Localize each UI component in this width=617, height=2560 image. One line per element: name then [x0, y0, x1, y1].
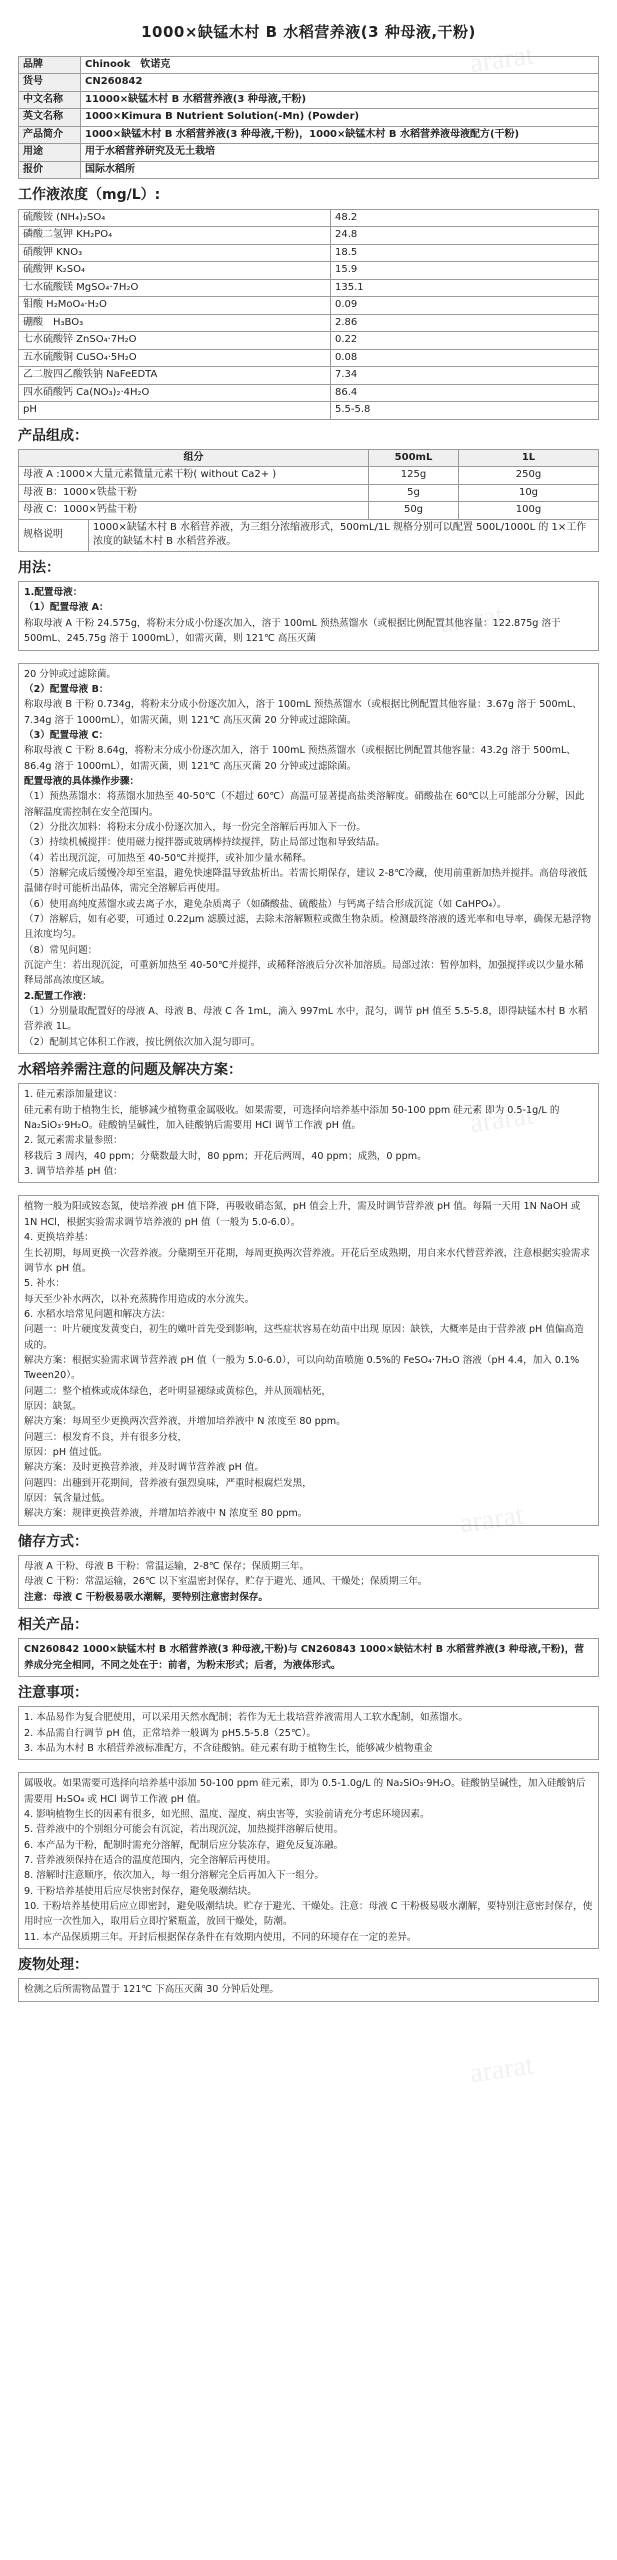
conc-value: 0.08 [331, 349, 599, 367]
issues2-paragraph: 每天至少补水两次，以补充蒸腾作用造成的水分流失。 [24, 1293, 255, 1305]
notes1-paragraph: 3. 本品为木村 B 水稻营养液标准配方，不含硅酸钠。硅元素有助于植物生长，能够减少植物重金 [24, 1742, 433, 1754]
notes2-paragraph: 9. 干粉培养基使用后应尽快密封保存，避免吸潮结块。 [24, 1885, 257, 1897]
storage-box [18, 1555, 599, 1609]
comp-1l: 10g [459, 484, 599, 502]
conc-value: 18.5 [331, 244, 599, 262]
comp-row [19, 467, 599, 485]
comp-1l: 100g [459, 502, 599, 520]
conc-name: 磷酸二氢钾 KH₂PO₄ [19, 227, 331, 245]
notes2-paragraph: 8. 溶解时注意顺序，依次加入，每一组分溶解完全后再加入下一组分。 [24, 1870, 325, 1882]
usage2-paragraph: （3）配置母液 C： [24, 729, 109, 741]
usage1-paragraph: （1）配置母液 A： [24, 602, 109, 614]
usage-box-2 [18, 663, 599, 1055]
conc-value: 0.22 [331, 332, 599, 350]
watermark-text: ararat [468, 39, 536, 80]
conc-row [19, 209, 599, 227]
issues2-paragraph: 问题一：叶片硬度发黄变白，初生的嫩叶首先受到影响，这些症状容易在幼苗中出现 原因：缺铁，大概率是由于营养液 pH 值偏高造成的。 [24, 1324, 584, 1351]
issues2-paragraph: 6. 水稻水培常见问题和解决方法： [24, 1308, 171, 1320]
issues2-paragraph: 问题三：根发育不良，并有很多分枝， [24, 1431, 188, 1443]
issues2-paragraph: 原因：缺氮。 [24, 1400, 82, 1412]
usage1-paragraph: 称取母液 A 干粉 24.575g，将粉末分成小份逐次加入，溶于 100mL 预热蒸馏水（或根据比例配置其他容量：122.875g 溶于 500mL、245.75g 溶于 1000mL），如需灭菌，则 121℃ 高压灭菌 [24, 617, 561, 645]
conc-name: pH [19, 402, 331, 420]
conc-name: 硼酸 H₃BO₃ [19, 314, 331, 332]
comp-500ml: 125g [369, 467, 459, 485]
issues2-paragraph: 解决方案：根据实验需求调节营养液 pH 值（一般为 5.0-6.0），可以向幼苗喷施 0.5%的 FeSO₄·7H₂O 溶液（pH 4.4，加入 0.1% Tween20）。 [24, 1354, 580, 1382]
issues2-paragraph: 4. 更换培养基： [24, 1232, 94, 1244]
waste-text: 检测之后所需物品置于 121℃ 下高压灭菌 30 分钟后处理。 [24, 1984, 279, 1996]
issues1-paragraph: 2. 氮元素需求量参照： [24, 1135, 123, 1147]
usage2-paragraph: （4）若出现沉淀，可加热至 40-50℃并搅拌，或补加少量水稀释。 [24, 852, 312, 864]
usage2-paragraph: （1）预热蒸馏水：将蒸馏水加热至 40-50℃（不超过 60℃）高温可显著提高盐类溶解度。硝酸盐在 60℃以上可能部分分解，因此溶解温度需控制在安全范围内。 [24, 791, 585, 818]
info-row [19, 161, 599, 179]
issues2-paragraph: 生长初期，每周更换一次营养液。分蘖期至开花期，每周更换两次营养液。开花后至成熟期，用自来水代替营养液，注意根据实验需求调节水 pH 值。 [24, 1247, 591, 1274]
conc-value: 135.1 [331, 279, 599, 297]
comp-header-component: 组分 [19, 449, 369, 467]
related-box [18, 1638, 599, 1677]
waste-box [18, 1978, 599, 2001]
notes-box-1 [18, 1706, 599, 1760]
usage2-paragraph: （2）配置母液 B： [24, 683, 109, 695]
comp-name: 母液 A :1000×大量元素微量元素干粉( without Ca2+ ) [19, 467, 369, 485]
issues1-paragraph: 硅元素有助于植物生长，能够减少植物重金属吸收。如果需要，可选择向培养基中添加 50-100 ppm 硅元素 即为 0.5-1g/L 的 Na₂SiO₃·9H₂O。硅酸钠呈碱性，加入硅酸钠后需要用 HCl 调节工作液 pH 值。 [24, 1104, 560, 1132]
issues-heading: 水稻培养需注意的问题及解决方案： [18, 1062, 242, 1079]
usage-box-1 [18, 581, 599, 650]
usage2-paragraph: 沉淀产生：若出现沉淀，可重新加热至 40-50℃并搅拌，或稀释溶液后分次补加溶质。局部过浓：暂停加料，加强搅拌或以少量水稀释局部高浓度区域。 [24, 960, 584, 987]
info-value: Chinook 钦诺克 [81, 56, 599, 74]
usage2-paragraph: （8）常见问题： [24, 944, 98, 956]
issues2-paragraph: 原因：氧含量过低。 [24, 1493, 111, 1504]
issues2-paragraph: 原因：pH 值过低。 [24, 1446, 108, 1458]
comp-note-label: 规格说明 [19, 519, 89, 551]
storage-paragraph: 注意：母液 C 干粉极易吸水潮解，要特别注意密封保存。 [24, 1591, 268, 1603]
conc-name: 五水硫酸铜 CuSO₄·5H₂O [19, 349, 331, 367]
conc-value: 15.9 [331, 262, 599, 280]
comp-heading: 产品组成： [18, 427, 88, 444]
issues1-paragraph: 移栽后 3 周内，40 ppm；分蘖数最大时，80 ppm；开花后两周，40 ppm；成熟，0 ppm。 [24, 1150, 427, 1162]
storage-paragraph: 母液 A 干粉、母液 B 干粉：常温运输，2-8℃ 保存；保质期三年。 [24, 1560, 310, 1572]
notes2-paragraph: 11. 本产品保质期三年。开封后根据保存条件在有效期内使用，不同的环境存在一定的差异。 [24, 1931, 417, 1943]
usage1-paragraph: 1.配置母液： [24, 587, 83, 599]
issues-box-1 [18, 1083, 599, 1183]
notes-box-2 [18, 1772, 599, 1949]
page-title: 1000×缺锰木村 B 水稻营养液(3 种母液,干粉) [141, 23, 476, 41]
watermark-text: ararat [458, 1499, 526, 1540]
comp-500ml: 5g [369, 484, 459, 502]
issues2-paragraph: 问题二：整个植株或成体绿色，老叶明显褪绿或黄棕色，并从顶端枯死， [24, 1385, 331, 1397]
conc-row [19, 227, 599, 245]
conc-value: 5.5-5.8 [331, 402, 599, 420]
usage2-paragraph: 2.配置工作液： [24, 990, 92, 1002]
notes2-paragraph: 10. 干粉培养基使用后应立即密封，避免吸潮结块。贮存于避光、干燥处。注意：母液 C 干粉极易吸水潮解，要特别注意密封保存，使用时应一次性加入，取用后立即拧紧瓶盖，放回干燥处，防潮。 [24, 1901, 593, 1928]
comp-header-500ml: 500mL [369, 449, 459, 467]
info-value: 用于水稻营养研究及无土栽培 [81, 144, 599, 162]
issues2-paragraph: 解决方案：每周至少更换两次营养液，并增加培养液中 N 浓度至 80 ppm。 [24, 1416, 346, 1428]
related-text: CN260842 1000×缺锰木村 B 水稻营养液(3 种母液,干粉)与 CN260843 1000×缺钴木村 B 水稻营养液(3 种母液,干粉)，营养成分完全相同，不同之处在于：前者，为粉末形式；后者，为液体形式。 [24, 1644, 584, 1671]
conc-name: 硝酸钾 KNO₃ [19, 244, 331, 262]
usage2-paragraph: 20 分钟或过滤除菌。 [24, 668, 117, 680]
issues2-paragraph: 5. 补水： [24, 1278, 65, 1290]
info-row [19, 91, 599, 109]
waste-heading: 废物处理： [18, 1957, 88, 1974]
conc-name: 硫酸铵 (NH₄)₂SO₄ [19, 209, 331, 227]
usage2-paragraph: 配置母液的具体操作步骤： [24, 775, 140, 787]
usage2-paragraph: （2）分批次加料：将粉末分成小份逐次加入，每一份完全溶解后再加入下一份。 [24, 821, 366, 833]
usage2-paragraph: （5）溶解完成后缓慢冷却至室温，避免快速降温导致盐析出。若需长期保存，建议 2-8℃冷藏，使用前重新加热并搅拌。高倍母液低温储存时可能析出晶体，需完全溶解后再使用。 [24, 867, 588, 895]
conc-heading: 工作液浓度（mg/L）: [18, 187, 161, 204]
conc-name: 硫酸钾 K₂SO₄ [19, 262, 331, 280]
conc-name: 钼酸 H₂MoO₄·H₂O [19, 297, 331, 315]
conc-value: 7.34 [331, 367, 599, 385]
related-heading: 相关产品： [18, 1617, 88, 1634]
usage-heading: 用法： [18, 559, 60, 576]
concentration-table [18, 209, 599, 420]
issues2-paragraph: 植物一般为阳或铵态氮，使培养液 pH 值下降，再吸收硝态氮，pH 值会上升，需及时调节营养液 pH 值。每隔一天用 1N NaOH 或 1N HCl，根据实验需求调节培养液的 pH 值（一般为 5.0-6.0）。 [24, 1201, 581, 1228]
conc-name: 乙二胺四乙酸铁钠 NaFeEDTA [19, 367, 331, 385]
comp-name: 母液 C：1000×钙盐干粉 [19, 502, 369, 520]
watermark-text: ararat [438, 599, 506, 640]
conc-value: 24.8 [331, 227, 599, 245]
conc-row [19, 367, 599, 385]
notes2-paragraph: 4. 影响植物生长的因素有很多，如光照、温度、湿度、病虫害等，实验前请充分考虑环境因素。 [24, 1809, 430, 1821]
usage2-paragraph: （6）使用高纯度蒸馏水或去离子水，避免杂质离子（如磷酸盐、硫酸盐）与钙离子结合形成沉淀（如 CaHPO₄）。 [24, 898, 507, 910]
conc-row [19, 384, 599, 402]
comp-row [19, 484, 599, 502]
conc-row [19, 332, 599, 350]
info-label: 产品简介 [19, 126, 81, 144]
info-value: 国际水稻所 [81, 161, 599, 179]
info-row [19, 74, 599, 92]
comp-500ml: 50g [369, 502, 459, 520]
info-row [19, 109, 599, 127]
conc-row [19, 297, 599, 315]
conc-row [19, 349, 599, 367]
conc-value: 48.2 [331, 209, 599, 227]
usage2-paragraph: （2）配制其它体积工作液，按比例依次加入混匀即可。 [24, 1036, 261, 1048]
conc-row [19, 279, 599, 297]
usage2-paragraph: （3）持续机械搅拌：使用磁力搅拌器或玻璃棒持续搅拌，防止局部过饱和导致结晶。 [24, 837, 386, 849]
comp-row [19, 502, 599, 520]
comp-1l: 250g [459, 467, 599, 485]
comp-name: 母液 B：1000×铁盐干粉 [19, 484, 369, 502]
issues-box-2 [18, 1195, 599, 1525]
usage2-paragraph: （1）分别量取配置好的母液 A、母液 B、母液 C 各 1mL，滴入 997mL 水中，混匀，调节 pH 值至 5.5-5.8，即得缺锰木村 B 水稻营养液 1L。 [24, 1006, 588, 1033]
info-label: 英文名称 [19, 109, 81, 127]
conc-value: 86.4 [331, 384, 599, 402]
notes1-paragraph: 1. 本品易作为复合肥使用，可以采用天然水配制；若作为无土栽培营养液需用人工软水配制，如蒸馏水。 [24, 1712, 468, 1724]
conc-name: 四水硝酸钙 Ca(NO₃)₂·4H₂O [19, 384, 331, 402]
info-value: 1000×Kimura B Nutrient Solution(-Mn) (Powder) [81, 109, 599, 127]
watermark-text: ararat [468, 1099, 536, 1140]
info-row [19, 126, 599, 144]
info-row [19, 56, 599, 74]
usage2-paragraph: （7）溶解后，如有必要，可通过 0.22μm 滤膜过滤，去除未溶解颗粒或微生物杂质。检测最终溶液的透光率和电导率，确保无悬浮物且浓度均匀。 [24, 914, 592, 941]
composition-note-table [18, 519, 599, 552]
conc-row [19, 314, 599, 332]
info-value: CN260842 [81, 74, 599, 92]
issues2-paragraph: 解决方案：规律更换营养液，并增加培养液中 N 浓度至 80 ppm。 [24, 1508, 308, 1520]
issues2-paragraph: 解决方案：及时更换营养液，并及时调节营养液 pH 值。 [24, 1462, 265, 1474]
info-label: 用途 [19, 144, 81, 162]
usage2-paragraph: 称取母液 B 干粉 0.734g，将粉末分成小份逐次加入，溶于 100mL 预热蒸馏水（或根据比例配置其他容量：3.67g 溶于 500mL、7.34g 溶于 1000mL），如需灭菌，则 121℃ 高压灭菌 20 分钟或过滤除菌。 [24, 699, 582, 726]
notes2-paragraph: 属吸收。如果需要可选择向培养基中添加 50-100 ppm 硅元素，即为 0.5-1.0g/L 的 Na₂SiO₃·9H₂O。硅酸钠呈碱性，加入硅酸钠后需要用 H₂SO₄ 或 HCl 调节工作液 pH 值。 [24, 1778, 586, 1805]
conc-name: 七水硫酸锌 ZnSO₄·7H₂O [19, 332, 331, 350]
notes-heading: 注意事项： [18, 1685, 88, 1701]
info-label: 报价 [19, 161, 81, 179]
notes2-paragraph: 5. 营养液中的个别组分可能会有沉淀，若出现沉淀，加热搅拌溶解后使用。 [24, 1824, 344, 1836]
conc-value: 2.86 [331, 314, 599, 332]
info-label: 品牌 [19, 56, 81, 74]
conc-row [19, 244, 599, 262]
info-label: 货号 [19, 74, 81, 92]
info-row [19, 144, 599, 162]
storage-paragraph: 母液 C 干粉：常温运输，26℃ 以下室温密封保存，贮存于避光、通风、干燥处；保质期三年。 [24, 1576, 428, 1588]
info-value: 11000×缺锰木村 B 水稻营养液(3 种母液,干粉) [81, 91, 599, 109]
usage2-paragraph: 称取母液 C 干粉 8.64g，将粉末分成小份逐次加入，溶于 100mL 预热蒸馏水（或根据比例配置其他容量：43.2g 溶于 500mL、86.4g 溶于 1000mL），如需灭菌，则 121℃ 高压灭菌 20 分钟或过滤除菌。 [24, 745, 576, 772]
watermark-text: ararat [468, 2049, 536, 2090]
info-label: 中文名称 [19, 91, 81, 109]
conc-row [19, 262, 599, 280]
comp-header-1l: 1L [459, 449, 599, 467]
storage-heading: 储存方式： [18, 1533, 88, 1550]
conc-name: 七水硫酸镁 MgSO₄·7H₂O [19, 279, 331, 297]
notes2-paragraph: 7. 营养液须保持在适合的温度范围内，完全溶解后再使用。 [24, 1855, 277, 1867]
conc-value: 0.09 [331, 297, 599, 315]
conc-row [19, 402, 599, 420]
product-info-table [18, 56, 599, 180]
issues1-paragraph: 3. 调节培养基 pH 值： [24, 1166, 123, 1178]
issues1-paragraph: 1. 硅元素添加量建议： [24, 1089, 123, 1101]
comp-note-text: 1000×缺锰木村 B 水稻营养液，为三组分浓缩液形式，500mL/1L 规格分别可以配置 500L/1000L 的 1×工作浓度的缺锰木村 B 水稻营养液。 [89, 519, 599, 551]
notes2-paragraph: 6. 本产品为干粉，配制时需充分溶解，配制后应分装冻存，避免反复冻融。 [24, 1839, 344, 1851]
composition-table [18, 449, 599, 520]
issues2-paragraph: 问题四：出穗到开花期间，营养液有强烈臭味，严重时根腐烂发黑， [24, 1477, 312, 1489]
info-value: 1000×缺锰木村 B 水稻营养液(3 种母液,干粉)，1000×缺锰木村 B 水稻营养液母液配方(干粉) [81, 126, 599, 144]
notes1-paragraph: 2. 本品需自行调节 pH 值，正常培养一般调为 pH5.5-5.8（25℃）。 [24, 1727, 316, 1739]
